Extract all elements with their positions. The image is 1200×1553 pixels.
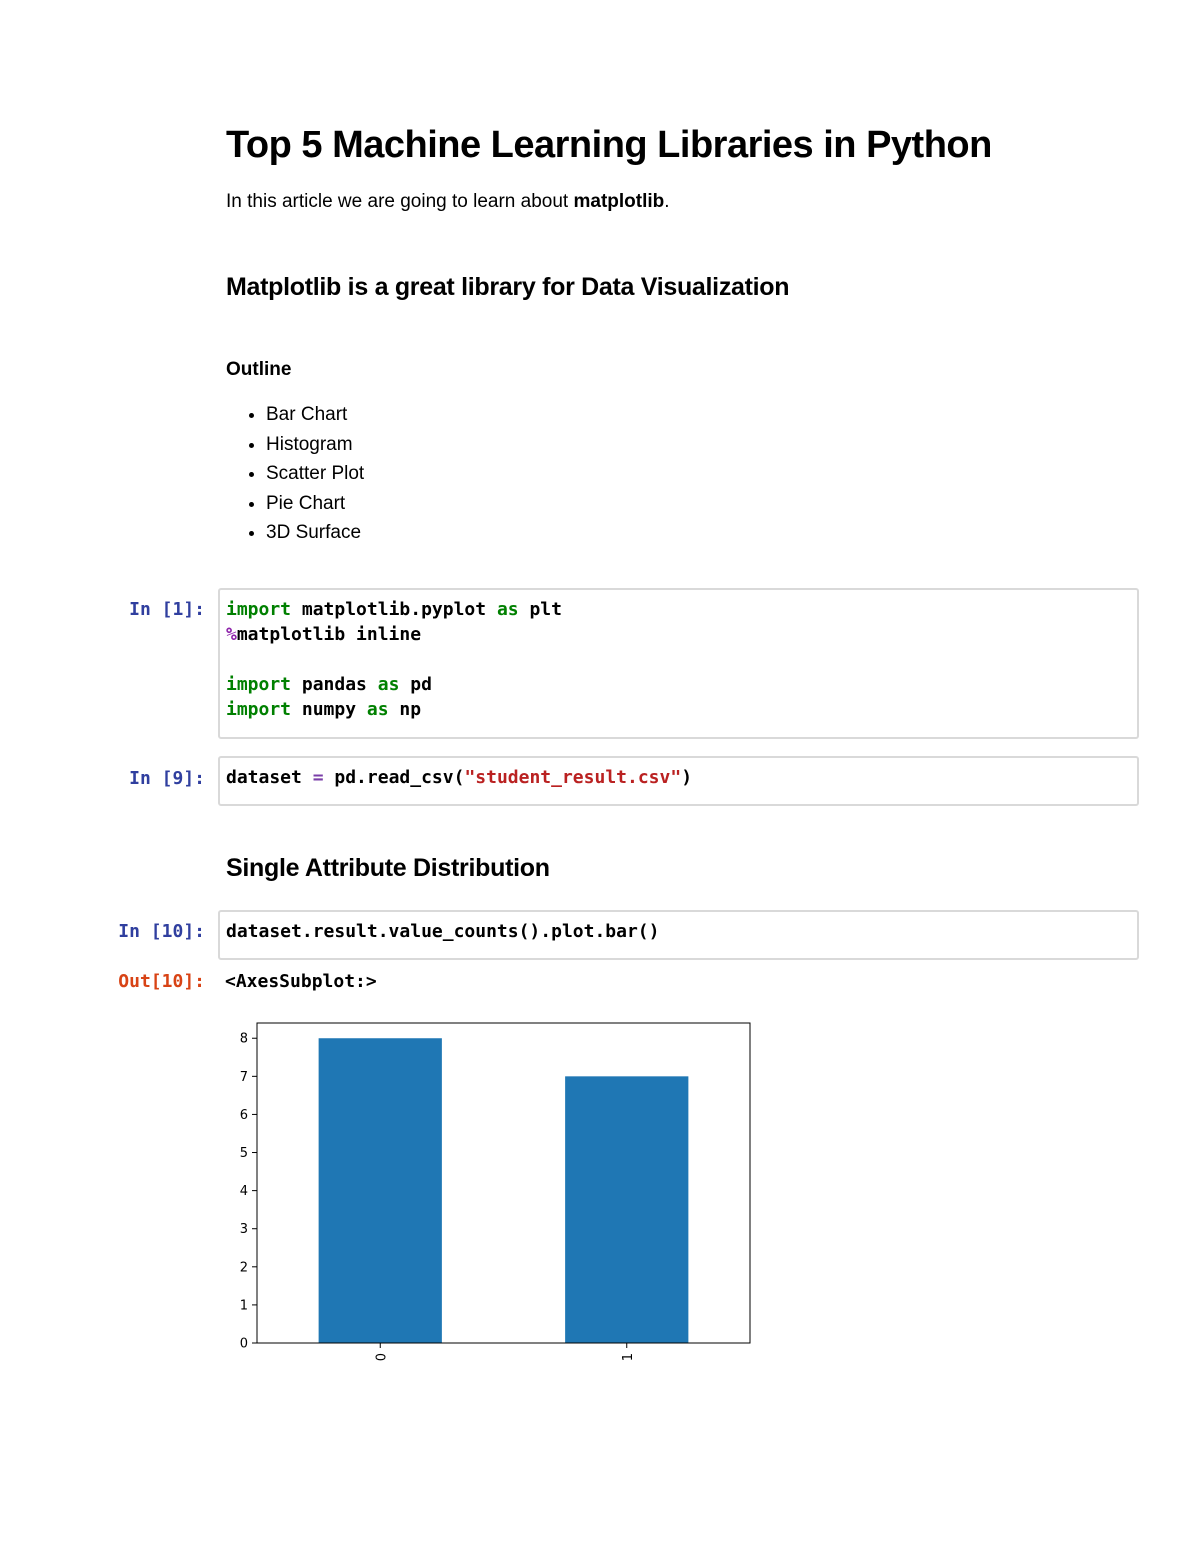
code-token: plt bbox=[518, 599, 562, 620]
bar bbox=[319, 1038, 442, 1343]
code-token: as bbox=[377, 674, 400, 695]
intro-paragraph bbox=[226, 191, 670, 213]
x-tick-label: 0 bbox=[374, 1353, 390, 1362]
y-tick-label: 2 bbox=[239, 1260, 248, 1276]
code-token: pandas bbox=[291, 674, 378, 695]
code-token: import bbox=[226, 674, 292, 695]
code-line bbox=[226, 622, 1131, 647]
y-tick-label: 5 bbox=[239, 1146, 248, 1162]
cell-input-prompt: In [9]: bbox=[129, 768, 205, 789]
cell-input-prompt: In [1]: bbox=[129, 599, 205, 620]
cell-input-prompt: In [10]: bbox=[118, 921, 205, 942]
outline-list bbox=[226, 400, 364, 548]
code-token: = bbox=[312, 767, 324, 788]
cell-output-prompt: Out[10]: bbox=[118, 971, 205, 992]
code-token: numpy bbox=[291, 699, 367, 720]
intro-suffix: . bbox=[664, 191, 670, 212]
output-text: <AxesSubplot:> bbox=[225, 971, 377, 992]
code-token: pd.read_csv( bbox=[323, 767, 465, 788]
code-token: matplotlib.pyplot bbox=[291, 599, 497, 620]
code-line bbox=[226, 697, 1131, 722]
code-line bbox=[226, 647, 1131, 672]
intro-text: In this article we are going to learn about bbox=[226, 191, 574, 212]
code-cell[interactable] bbox=[218, 588, 1139, 739]
code-cell[interactable] bbox=[218, 910, 1139, 960]
x-tick-label: 1 bbox=[620, 1353, 636, 1362]
section2-heading: Single Attribute Distribution bbox=[226, 854, 550, 882]
y-tick-label: 0 bbox=[239, 1336, 248, 1352]
code-token: matplotlib inline bbox=[236, 624, 422, 645]
code-line bbox=[226, 919, 1131, 944]
code-line bbox=[226, 765, 1131, 790]
bar-chart bbox=[200, 1010, 780, 1390]
code-line bbox=[226, 672, 1131, 697]
y-tick-label: 6 bbox=[239, 1107, 248, 1123]
code-token: "student_result.csv" bbox=[464, 767, 682, 788]
page-title: Top 5 Machine Learning Libraries in Python bbox=[226, 124, 992, 166]
bar bbox=[565, 1076, 688, 1343]
outline-item: • Histogram bbox=[266, 430, 364, 460]
y-tick-label: 4 bbox=[239, 1184, 248, 1200]
outline-item: • Scatter Plot bbox=[266, 459, 364, 489]
outline-item: • 3D Surface bbox=[266, 518, 364, 548]
outline-item: • Pie Chart bbox=[266, 489, 364, 519]
code-token: import bbox=[226, 599, 292, 620]
code-token: as bbox=[496, 599, 519, 620]
outline-heading: Outline bbox=[226, 359, 292, 380]
code-token: pd bbox=[399, 674, 432, 695]
code-token: np bbox=[388, 699, 422, 720]
y-tick-label: 7 bbox=[239, 1069, 248, 1085]
y-tick-label: 1 bbox=[239, 1298, 248, 1314]
outline-item: • Bar Chart bbox=[266, 400, 364, 430]
y-tick-label: 3 bbox=[239, 1222, 248, 1238]
code-cell[interactable] bbox=[218, 756, 1139, 806]
code-token: ) bbox=[681, 767, 693, 788]
y-tick-label: 8 bbox=[239, 1031, 248, 1047]
code-token: % bbox=[226, 624, 237, 645]
code-line bbox=[226, 597, 1131, 622]
code-token: as bbox=[366, 699, 389, 720]
intro-emphasis: matplotlib bbox=[573, 191, 665, 212]
code-token: import bbox=[226, 699, 292, 720]
code-token: dataset.result.value_counts().plot.bar() bbox=[226, 921, 660, 942]
code-token: dataset bbox=[226, 767, 313, 788]
section-heading: Matplotlib is a great library for Data Visualization bbox=[226, 273, 790, 301]
